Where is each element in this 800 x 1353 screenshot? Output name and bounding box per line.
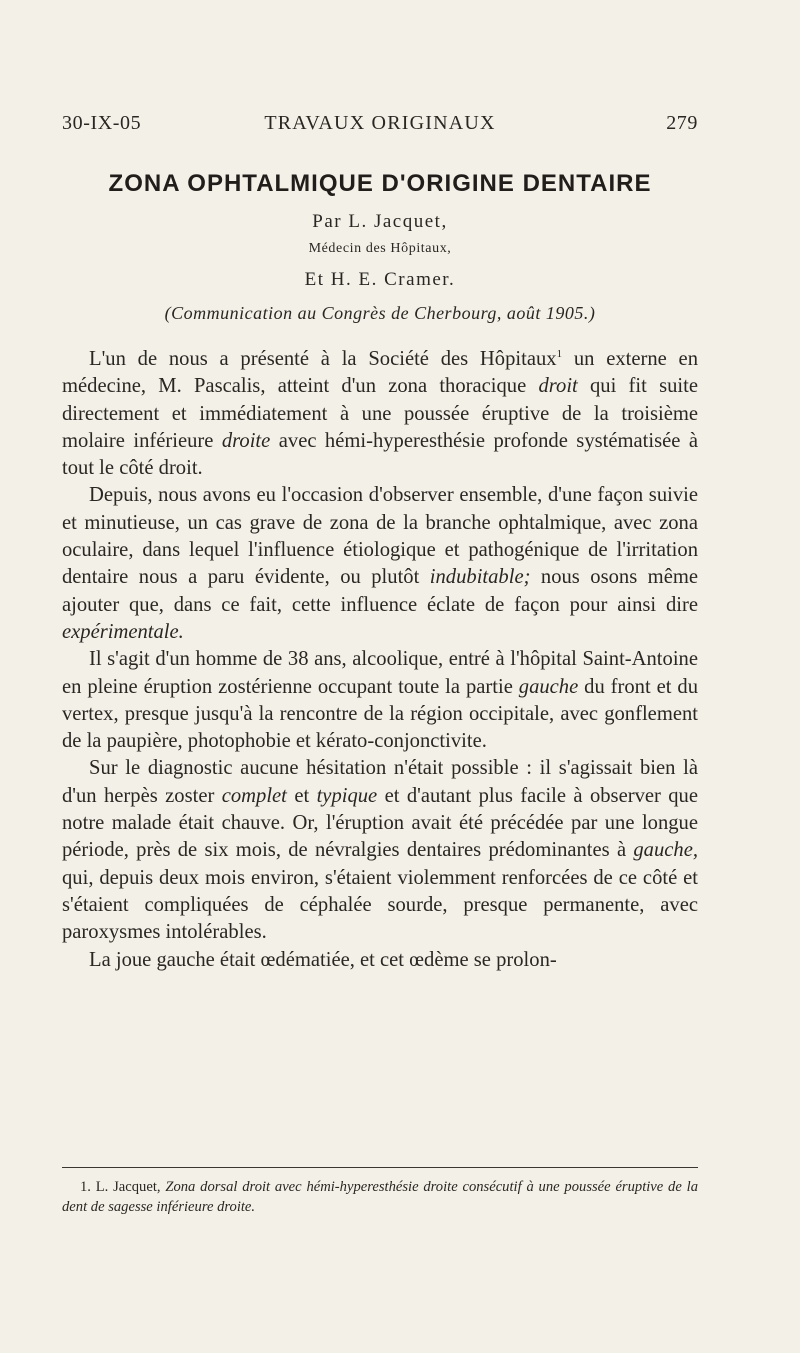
paragraph-2: Depuis, nous avons eu l'occasion d'observer ensemble, d'une façon suivie et minutieuse, un cas grave de zona de la branche ophtalmique, avec zona oculaire, dans lequel l'influence étiologique et pathogénique de l'irritation dentaire nous a paru évidente, ou plutôt indubitable; nous osons même ajouter que, dans ce fait, cette influence éclate de façon pour ainsi dire expérimentale. <box>62 484 698 643</box>
article-title: ZONA OPHTALMIQUE D'ORIGINE DENTAIRE <box>108 170 652 197</box>
author-1-role: Médecin des Hôpitaux, <box>308 241 452 256</box>
communication-note: (Communication au Congrès de Cherbourg, août 1905.) <box>164 303 596 323</box>
header-section-title: TRAVAUX ORIGINAUX <box>264 112 496 134</box>
footnote: 1. L. Jacquet, Zona dorsal droit avec hémi-hyperesthésie droite consécutif à une poussée éruptive de la dent de sagesse inférieure droite. <box>62 1179 698 1215</box>
paragraph-4: Sur le diagnostic aucune hésitation n'était possible : il s'agissait bien là d'un herpès zoster complet et typique et d'autant plus facile à observer que notre malade était chauve. Or, l'éruption avait été précédée par une longue période, près de six mois, de névralgies dentaires prédominantes à gauche, qui, depuis deux mois environ, s'étaient violemment renforcées de ce côté et s'étaient compliquées de céphalée sourde, presque permanente, avec paroxysmes intolérables. <box>62 757 698 944</box>
paragraph-1: L'un de nous a présenté à la Société des Hôpitaux$^1$ un externe en médecine, M. Pascalis, atteint d'un zona thoracique droit qui fit suite directement et immédiatement à une poussée éruptive de la troisième molaire inférieure droite avec hémi-hyperesthésie profonde systématisée à tout le côté droit. <box>62 348 698 480</box>
paragraph-5: La joue gauche était œdématiée, et cet œdème se prolon- <box>89 948 557 971</box>
author-2: Et H. E. Cramer. <box>304 269 456 290</box>
header-date: 30-IX-05 <box>62 112 142 134</box>
paragraph-3: Il s'agit d'un homme de 38 ans, alcoolique, entré à l'hôpital Saint-Antoine en pleine éruption zostérienne occupant toute la partie gauche du front et du vertex, presque jusqu'à la rencontre de la région occipitale, avec gonflement de la paupière, photophobie et kérato-conjonctivite. <box>62 648 698 753</box>
author-1: Par L. Jacquet, <box>312 211 448 232</box>
running-head <box>62 112 698 142</box>
footnote-title: Zona dorsal droit avec hémi-hyperesthésie droite consécutif à une poussée éruptive de la dent de sagesse inférieure droite. <box>62 1179 698 1215</box>
footnote-rule <box>62 1167 698 1168</box>
footnote-ref: 1 <box>556 348 563 360</box>
footnote-number: 1. <box>80 1179 91 1195</box>
article-body <box>62 346 698 974</box>
page-number: 279 <box>666 112 698 134</box>
